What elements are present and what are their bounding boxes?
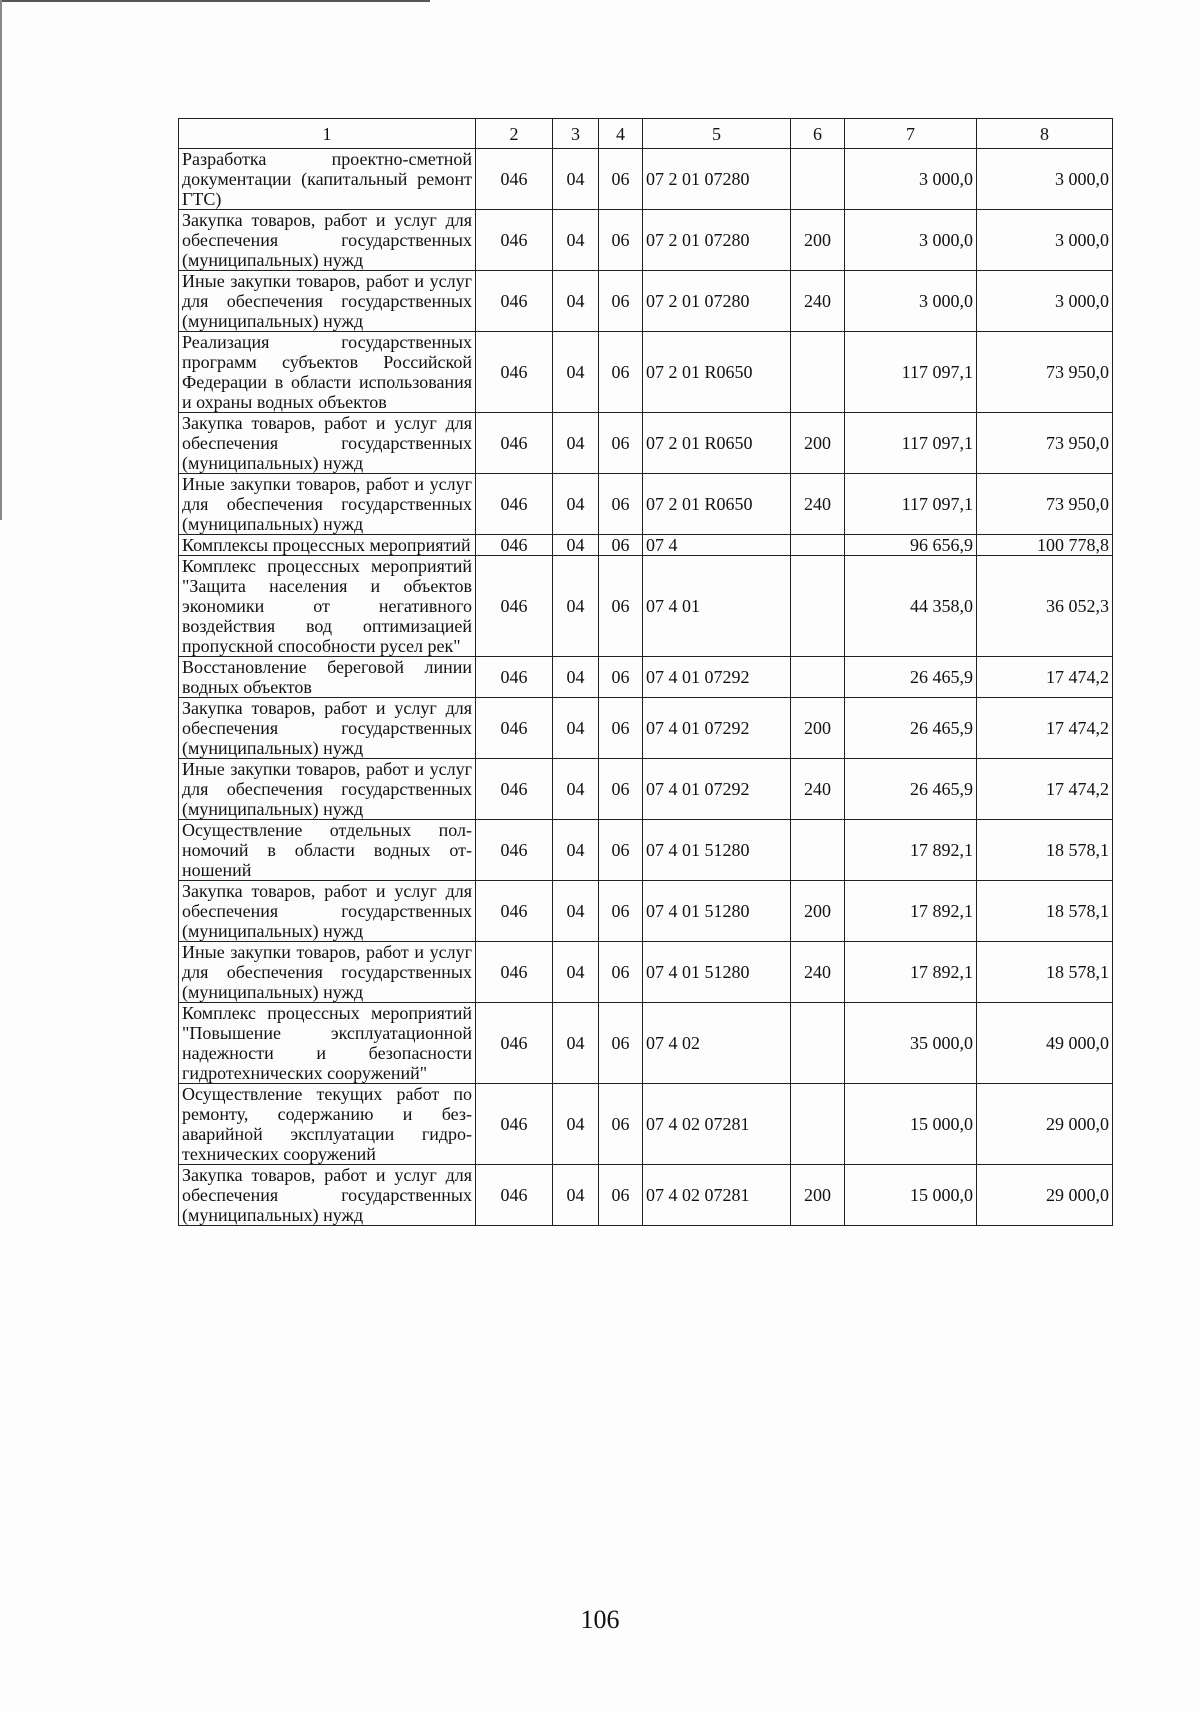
table-row xyxy=(179,535,1113,556)
code-cell: 046 xyxy=(476,1084,553,1165)
subsection-cell: 06 xyxy=(599,1003,643,1084)
amount-col7-cell: 117 097,1 xyxy=(845,332,977,413)
expense-type-cell xyxy=(791,657,845,698)
amount-col7-cell: 17 892,1 xyxy=(845,942,977,1003)
expense-type-cell xyxy=(791,1003,845,1084)
target-article-cell: 07 2 01 07280 xyxy=(643,210,791,271)
amount-col8-cell: 3 000,0 xyxy=(977,149,1113,210)
target-article-cell: 07 4 xyxy=(643,535,791,556)
target-article-cell: 07 2 01 R0650 xyxy=(643,332,791,413)
section-cell: 04 xyxy=(553,149,599,210)
subsection-cell: 06 xyxy=(599,698,643,759)
table-row xyxy=(179,1165,1113,1226)
target-article-cell: 07 2 01 07280 xyxy=(643,149,791,210)
amount-col8-cell: 100 778,8 xyxy=(977,535,1113,556)
subsection-cell: 06 xyxy=(599,942,643,1003)
expense-type-cell: 200 xyxy=(791,413,845,474)
row-name-cell: Иные закупки товаров, работ и услуг для обеспечения государственных (муниципальных) нужд xyxy=(179,474,476,535)
code-cell: 046 xyxy=(476,535,553,556)
section-cell: 04 xyxy=(553,1165,599,1226)
subsection-cell: 06 xyxy=(599,474,643,535)
section-cell: 04 xyxy=(553,820,599,881)
row-name-cell: Комплексы процессных мероприятий xyxy=(179,535,476,556)
table-row xyxy=(179,210,1113,271)
table-row xyxy=(179,332,1113,413)
table-row xyxy=(179,759,1113,820)
code-cell: 046 xyxy=(476,820,553,881)
amount-col7-cell: 3 000,0 xyxy=(845,210,977,271)
amount-col7-cell: 3 000,0 xyxy=(845,271,977,332)
amount-col8-cell: 3 000,0 xyxy=(977,210,1113,271)
subsection-cell: 06 xyxy=(599,413,643,474)
amount-col8-cell: 17 474,2 xyxy=(977,698,1113,759)
table-row xyxy=(179,149,1113,210)
code-cell: 046 xyxy=(476,657,553,698)
row-name-cell: Закупка товаров, работ и услуг для обеспечения государственных (муниципальных) нужд xyxy=(179,1165,476,1226)
target-article-cell: 07 4 02 xyxy=(643,1003,791,1084)
amount-col7-cell: 17 892,1 xyxy=(845,820,977,881)
code-cell: 046 xyxy=(476,942,553,1003)
column-header-4: 4 xyxy=(599,119,643,149)
code-cell: 046 xyxy=(476,210,553,271)
amount-col8-cell: 73 950,0 xyxy=(977,474,1113,535)
amount-col8-cell: 3 000,0 xyxy=(977,271,1113,332)
expense-type-cell: 240 xyxy=(791,271,845,332)
budget-table xyxy=(178,118,1113,1226)
target-article-cell: 07 2 01 07280 xyxy=(643,271,791,332)
table-row xyxy=(179,556,1113,657)
code-cell: 046 xyxy=(476,149,553,210)
table-row xyxy=(179,474,1113,535)
code-cell: 046 xyxy=(476,1165,553,1226)
expense-type-cell xyxy=(791,1084,845,1165)
amount-col7-cell: 26 465,9 xyxy=(845,698,977,759)
section-cell: 04 xyxy=(553,413,599,474)
column-header-2: 2 xyxy=(476,119,553,149)
table-row xyxy=(179,1003,1113,1084)
table-row xyxy=(179,413,1113,474)
subsection-cell: 06 xyxy=(599,210,643,271)
scan-edge-top xyxy=(0,0,430,2)
target-article-cell: 07 4 01 51280 xyxy=(643,820,791,881)
table-row xyxy=(179,271,1113,332)
amount-col8-cell: 18 578,1 xyxy=(977,942,1113,1003)
amount-col8-cell: 49 000,0 xyxy=(977,1003,1113,1084)
column-header-1: 1 xyxy=(179,119,476,149)
expense-type-cell xyxy=(791,535,845,556)
target-article-cell: 07 4 01 51280 xyxy=(643,881,791,942)
expense-type-cell: 240 xyxy=(791,759,845,820)
section-cell: 04 xyxy=(553,210,599,271)
column-header-5: 5 xyxy=(643,119,791,149)
amount-col7-cell: 15 000,0 xyxy=(845,1165,977,1226)
section-cell: 04 xyxy=(553,759,599,820)
row-name-cell: Осуществление текущих работ по ремонту, содержанию и безаварийной эксплуатации гидротехнических сооружений xyxy=(179,1084,476,1165)
column-header-8: 8 xyxy=(977,119,1113,149)
amount-col8-cell: 17 474,2 xyxy=(977,759,1113,820)
subsection-cell: 06 xyxy=(599,657,643,698)
expense-type-cell: 240 xyxy=(791,942,845,1003)
section-cell: 04 xyxy=(553,657,599,698)
row-name-cell: Иные закупки товаров, работ и услуг для обеспечения государственных (муниципальных) нужд xyxy=(179,271,476,332)
amount-col8-cell: 36 052,3 xyxy=(977,556,1113,657)
subsection-cell: 06 xyxy=(599,820,643,881)
expense-type-cell xyxy=(791,332,845,413)
row-name-cell: Закупка товаров, работ и услуг для обеспечения государственных (муниципальных) нужд xyxy=(179,210,476,271)
subsection-cell: 06 xyxy=(599,271,643,332)
amount-col7-cell: 44 358,0 xyxy=(845,556,977,657)
amount-col7-cell: 26 465,9 xyxy=(845,759,977,820)
expense-type-cell xyxy=(791,149,845,210)
code-cell: 046 xyxy=(476,556,553,657)
amount-col7-cell: 26 465,9 xyxy=(845,657,977,698)
row-name-cell: Комплекс процессных мероприятий "Повышение эксплуатационной надежности и безопасности гидротехнических сооружений" xyxy=(179,1003,476,1084)
column-header-6: 6 xyxy=(791,119,845,149)
table-row xyxy=(179,881,1113,942)
row-name-cell: Разработка проектно-сметной документации (капитальный ремонт ГТС) xyxy=(179,149,476,210)
table-row xyxy=(179,820,1113,881)
subsection-cell: 06 xyxy=(599,556,643,657)
code-cell: 046 xyxy=(476,759,553,820)
row-name-cell: Иные закупки товаров, работ и услуг для обеспечения государственных (муниципальных) нужд xyxy=(179,759,476,820)
code-cell: 046 xyxy=(476,698,553,759)
row-name-cell: Закупка товаров, работ и услуг для обеспечения государственных (муниципальных) нужд xyxy=(179,698,476,759)
section-cell: 04 xyxy=(553,535,599,556)
section-cell: 04 xyxy=(553,271,599,332)
subsection-cell: 06 xyxy=(599,1084,643,1165)
target-article-cell: 07 2 01 R0650 xyxy=(643,474,791,535)
subsection-cell: 06 xyxy=(599,1165,643,1226)
expense-type-cell: 200 xyxy=(791,698,845,759)
header-row xyxy=(179,119,1113,149)
expense-type-cell: 200 xyxy=(791,1165,845,1226)
amount-col8-cell: 17 474,2 xyxy=(977,657,1113,698)
subsection-cell: 06 xyxy=(599,332,643,413)
row-name-cell: Комплекс процессных мероприятий "Защита населения и объектов экономики от негативного воздействия вод оптимизацией пропускной способности русел рек" xyxy=(179,556,476,657)
section-cell: 04 xyxy=(553,332,599,413)
table-body xyxy=(179,149,1113,1226)
amount-col7-cell: 15 000,0 xyxy=(845,1084,977,1165)
target-article-cell: 07 2 01 R0650 xyxy=(643,413,791,474)
page-number: 106 xyxy=(580,1605,620,1634)
target-article-cell: 07 4 01 07292 xyxy=(643,698,791,759)
target-article-cell: 07 4 02 07281 xyxy=(643,1165,791,1226)
target-article-cell: 07 4 01 07292 xyxy=(643,657,791,698)
scan-edge-left xyxy=(0,0,2,520)
amount-col8-cell: 29 000,0 xyxy=(977,1165,1113,1226)
section-cell: 04 xyxy=(553,881,599,942)
expense-type-cell xyxy=(791,820,845,881)
target-article-cell: 07 4 01 07292 xyxy=(643,759,791,820)
amount-col7-cell: 117 097,1 xyxy=(845,413,977,474)
code-cell: 046 xyxy=(476,413,553,474)
table-row xyxy=(179,698,1113,759)
code-cell: 046 xyxy=(476,474,553,535)
row-name-cell: Осуществление отдельных полномочий в области водных отношений xyxy=(179,820,476,881)
row-name-cell: Восстановление береговой линии водных объектов xyxy=(179,657,476,698)
expense-type-cell: 240 xyxy=(791,474,845,535)
subsection-cell: 06 xyxy=(599,759,643,820)
code-cell: 046 xyxy=(476,1003,553,1084)
amount-col8-cell: 29 000,0 xyxy=(977,1084,1113,1165)
amount-col7-cell: 96 656,9 xyxy=(845,535,977,556)
row-name-cell: Закупка товаров, работ и услуг для обеспечения государственных (муниципальных) нужд xyxy=(179,881,476,942)
section-cell: 04 xyxy=(553,1003,599,1084)
section-cell: 04 xyxy=(553,1084,599,1165)
amount-col8-cell: 73 950,0 xyxy=(977,332,1113,413)
subsection-cell: 06 xyxy=(599,535,643,556)
code-cell: 046 xyxy=(476,332,553,413)
column-header-3: 3 xyxy=(553,119,599,149)
amount-col8-cell: 73 950,0 xyxy=(977,413,1113,474)
amount-col8-cell: 18 578,1 xyxy=(977,881,1113,942)
expense-type-cell xyxy=(791,556,845,657)
table-row xyxy=(179,942,1113,1003)
target-article-cell: 07 4 02 07281 xyxy=(643,1084,791,1165)
row-name-cell: Закупка товаров, работ и услуг для обеспечения государственных (муниципальных) нужд xyxy=(179,413,476,474)
subsection-cell: 06 xyxy=(599,149,643,210)
amount-col7-cell: 17 892,1 xyxy=(845,881,977,942)
section-cell: 04 xyxy=(553,474,599,535)
row-name-cell: Реализация государственных программ субъектов Российской Федерации в области использования и охраны водных объектов xyxy=(179,332,476,413)
section-cell: 04 xyxy=(553,698,599,759)
target-article-cell: 07 4 01 51280 xyxy=(643,942,791,1003)
target-article-cell: 07 4 01 xyxy=(643,556,791,657)
code-cell: 046 xyxy=(476,271,553,332)
table-row xyxy=(179,1084,1113,1165)
row-name-cell: Иные закупки товаров, работ и услуг для обеспечения государственных (муниципальных) нужд xyxy=(179,942,476,1003)
table-row xyxy=(179,657,1113,698)
amount-col7-cell: 3 000,0 xyxy=(845,149,977,210)
subsection-cell: 06 xyxy=(599,881,643,942)
expense-type-cell: 200 xyxy=(791,210,845,271)
section-cell: 04 xyxy=(553,556,599,657)
amount-col7-cell: 117 097,1 xyxy=(845,474,977,535)
section-cell: 04 xyxy=(553,942,599,1003)
code-cell: 046 xyxy=(476,881,553,942)
amount-col8-cell: 18 578,1 xyxy=(977,820,1113,881)
expense-type-cell: 200 xyxy=(791,881,845,942)
column-header-7: 7 xyxy=(845,119,977,149)
amount-col7-cell: 35 000,0 xyxy=(845,1003,977,1084)
